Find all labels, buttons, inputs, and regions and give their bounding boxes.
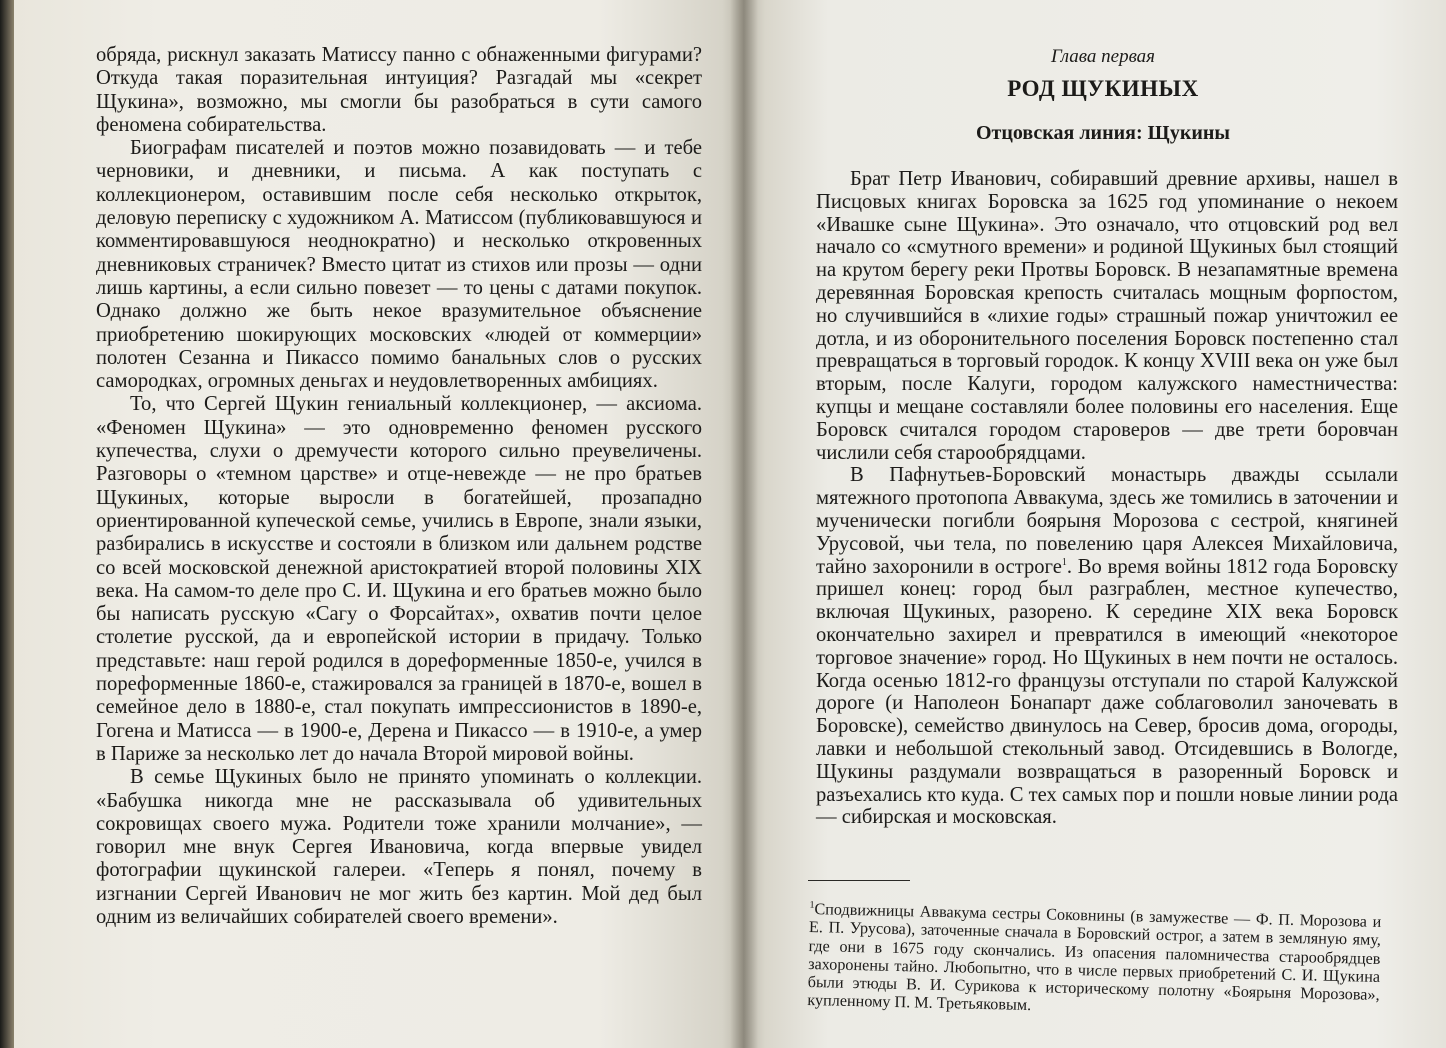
right-paragraph-2-part-2: . Во время войны 1812 года Боровску пришел конец: город был разграблен, местное купечество, включая Щукиных, разорено. К середине XIX века Боровск окончательно захирел и превратился в имеющий «некоторое торговое значение» город. Но Щукиных в нем почти не осталось. Когда осенью 1812-го французы отступали по старой Калужской дороге (и Наполеон Бонапарт даже соблаговолил заночевать в Боровске), семейство двинулось на Север, бросив дома, огороды, лавки и небольшой стекольный завод. Отсидевшись в Вологде, Щукины раздумали возвращаться в разоренный Боровск и разъехались кто куда. С тех самых пор и пошли новые линии рода — сибирская и московская. <box>816 555 1398 829</box>
chapter-label: Глава первая <box>1050 46 1156 67</box>
footnote-1 <box>807 900 1381 1022</box>
left-paragraph-1: обряда, рискнул заказать Матиссу панно с обнаженными фигурами? Откуда такая поразительная интуиция? Разгадай мы «секрет Щукина», возможно, мы смогли бы разобраться в сути самого феномена собирательства. <box>96 44 702 136</box>
footnote-text: Сподвижницы Аввакума сестры Соковнины (в замужестве — Ф. П. Морозова и Е. П. Урусова), заточенные сначала в Боровский острог, а затем в земляную яму, где они в 1675 году скончались. Из опасения паломничества старообрядцев захоронены тайно. Любопытно, что в числе первых приобретений С. И. Щукина были этюды В. И. Сурикова к историческому полотну «Боярыня Морозова», купленному П. М. Третьяковым. <box>807 900 1382 1015</box>
left-paragraph-2: Биографам писателей и поэтов можно позавидовать — и тебе черновики, и дневники, и письма. А как поступать с коллекционером, оставившим после себя несколько открыток, деловую переписку с художником А. Матиссом (публиковавшуюся и комментировавшуюся неоднократно) и несколько откровенных дневниковых страничек? Вместо цитат из стихов или прозы — одни лишь картины, а если сильно повезет — то цены с датами покупок. Однако должно же быть некое вразумительное объяснение приобретению шокирующих московских «людей от коммерции» полотен Сезанна и Пикассо помимо банальных слов о русских самородках, огромных деньгах и неудовлетворенных амбициях. <box>96 137 702 393</box>
left-paragraph-3: То, что Сергей Щукин гениальный коллекционер, — аксиома. «Феномен Щукина» — это одновременно феномен русского купечества, слухи о дремучести которого сильно преувеличены. Разговоры о «темном царстве» и отце-невежде — не про братьев Щукиных, которые выросли в богатейшей, прозападно ориентированной купеческой семье, учились в Европе, знали языки, разбирались в искусстве и состояли в близком или дальнем родстве со всей московской денежной аристократией второй половины XIX века. На самом-то деле про С. И. Щукина и его братьев можно было бы написать русскую «Сагу о Форсайтах», охватив почти целое столетие русской, да и европейской истории в придачу. Только представьте: наш герой родился в дореформенные 1850-е, учился в пореформенные 1860-е, стажировался за границей в 1870-е, вошел в семейное дело в 1880-е, стал покупать импрессионистов в 1890-е, Гогена и Матисса — в 1900-е, Дерена и Пикассо — в 1910-е, а умер в Париже за несколько лет до начала Второй мировой войны. <box>96 393 702 765</box>
right-paragraph-2 <box>816 464 1398 829</box>
footnote <box>807 884 1382 1039</box>
right-paragraph-1: Брат Петр Иванович, собиравший древние архивы, нашел в Писцовых книгах Боровска за 1625 год упоминание о некоем «Ивашке сыне Щукина». Это означало, что отцовский род вел начало со «смутного времени» и родиной Щукиных был стоящий на крутом берегу реки Протвы Боровск. В незапамятные времена деревянная Боровская крепость считалась мощным форпостом, но случившийся в «лихие годы» страшный пожар уничтожил ее дотла, и из оборонительного поселения Боровск постепенно стал превращаться в торговый городок. К концу XVIII века он уже был вторым, после Калуги, городом калужского наместничества: купцы и мещане составляли более половины его населения. Еще Боровск считался городом староверов — две трети боровчан числили себя старообрядцами. <box>816 168 1398 464</box>
footnote-reference: 1 <box>1061 556 1067 568</box>
left-page <box>14 0 744 1048</box>
right-page <box>744 0 1446 1048</box>
footnote-divider <box>808 880 910 881</box>
book-gutter <box>730 0 758 1048</box>
left-paragraph-4: В семье Щукиных было не принято упоминать о коллекции. «Бабушка никогда мне не рассказывала об удивительных сокровищах своего мужа. Родители тоже хранили молчание», — говорил мне внук Сергея Ивановича, когда впервые увидел фотографии щукинской галереи. «Теперь я понял, почему в изгнании Сергей Иванович не мог жить без картин. Мой дед был одним из величайших собирателей своего времени». <box>96 766 702 928</box>
left-page-text <box>96 44 702 929</box>
section-title: Отцовская линия: Щукины <box>975 122 1231 144</box>
right-page-text <box>816 168 1398 829</box>
footnote-number: 1 <box>809 899 815 911</box>
right-paragraph-2-part-1: В Пафнутьев-Боровский монастырь дважды ссылали мятежного протопопа Аввакума, здесь же томились в заточении и мученически погибли боярыня Морозова с сестрой, княгиней Урусовой, чьи тела, по повелению царя Алексея Михайловича, тайно захоронили в остроге <box>816 464 1398 578</box>
chapter-title: РОД ЩУКИНЫХ <box>1007 76 1199 101</box>
